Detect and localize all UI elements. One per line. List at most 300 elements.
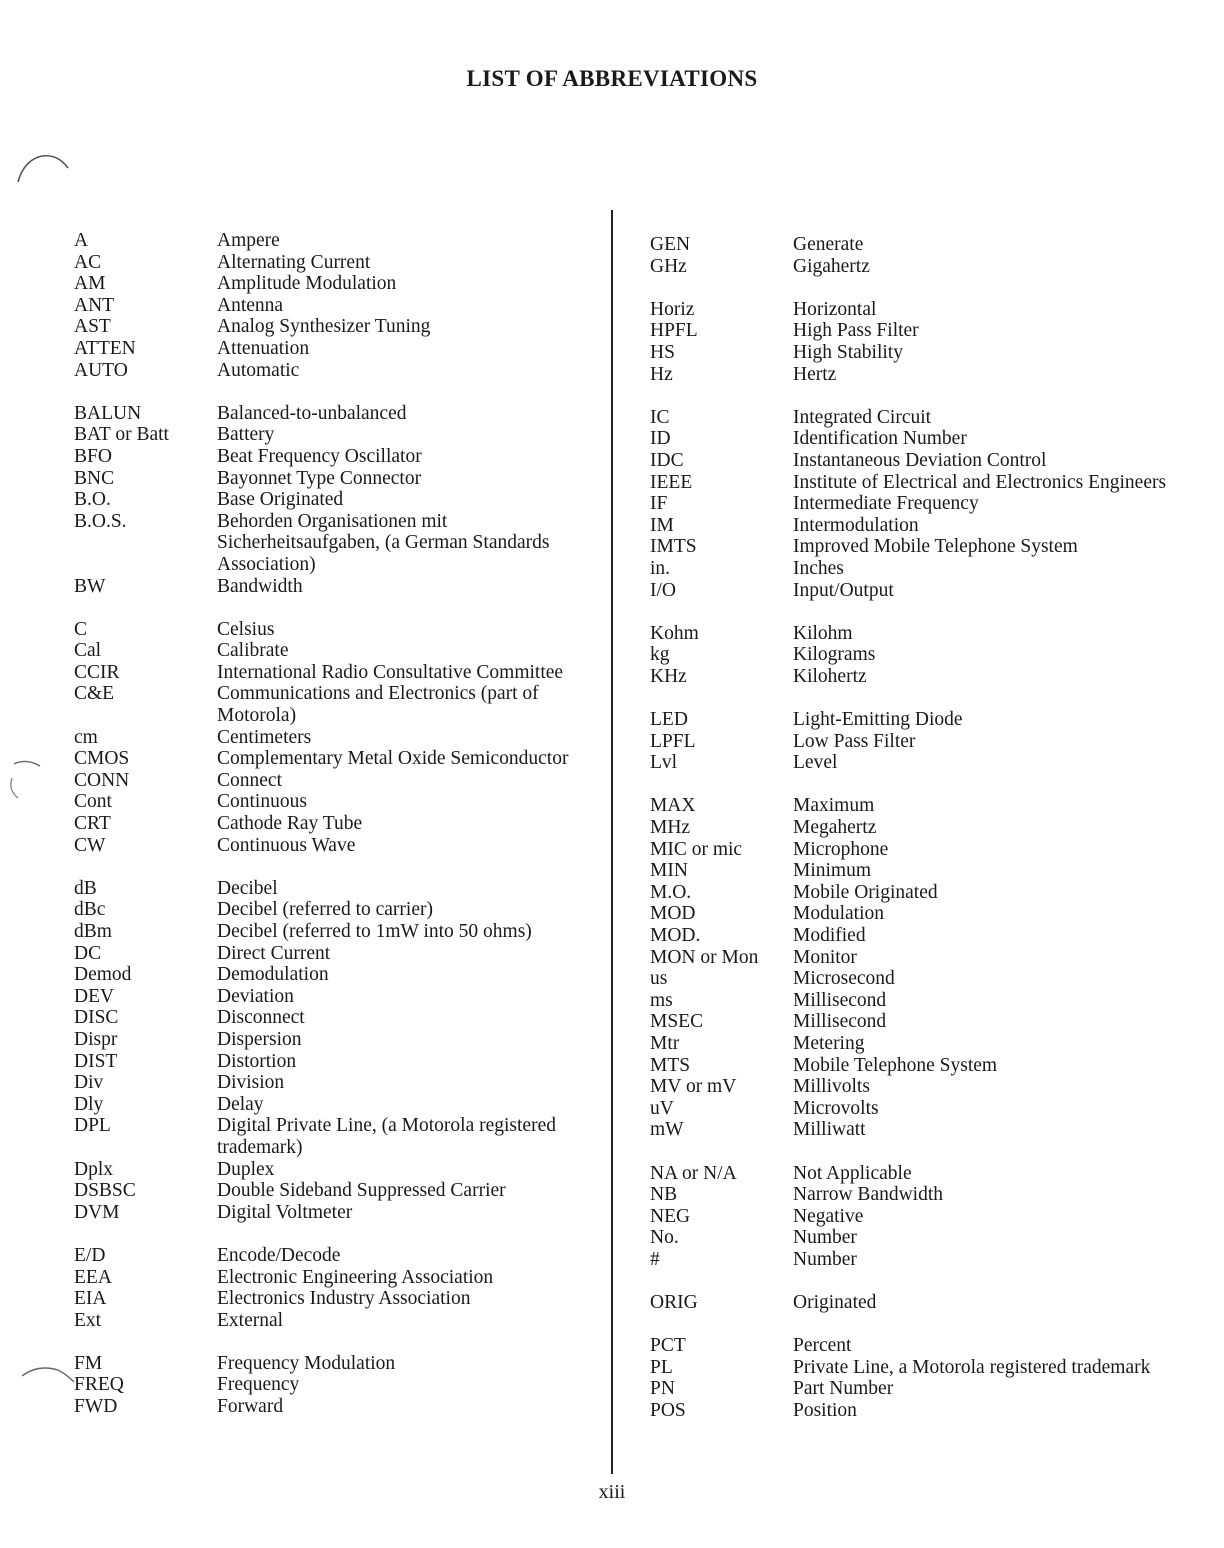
abbreviation-entry bbox=[650, 1119, 1170, 1141]
abbreviation-entry bbox=[650, 644, 1170, 666]
definition: Maximum bbox=[793, 795, 875, 817]
abbreviation: HS bbox=[650, 341, 675, 363]
abbreviation-entry bbox=[74, 1310, 584, 1332]
abbreviation: DSBSC bbox=[74, 1180, 136, 1202]
abbreviation: Kohm bbox=[650, 622, 699, 644]
abbreviation: MON or Mon bbox=[650, 946, 759, 968]
abbreviation-entry bbox=[650, 558, 1170, 580]
definition: Light-Emitting Diode bbox=[793, 709, 963, 731]
definition: Decibel (referred to carrier) bbox=[217, 899, 433, 921]
scan-mark-top bbox=[14, 148, 74, 188]
abbreviation-entry bbox=[650, 1249, 1170, 1271]
definition: Negative bbox=[793, 1205, 864, 1227]
abbreviation-entry bbox=[74, 230, 584, 252]
abbreviation-entry bbox=[650, 990, 1170, 1012]
abbreviation-entry bbox=[650, 299, 1170, 321]
abbreviation-entry bbox=[74, 727, 584, 749]
definition: Private Line, a Motorola registered trademark bbox=[793, 1356, 1151, 1378]
abbreviation: FM bbox=[74, 1352, 103, 1374]
definition: Improved Mobile Telephone System bbox=[793, 536, 1078, 558]
abbreviation: HPFL bbox=[650, 320, 698, 342]
abbreviation-entry bbox=[74, 921, 584, 943]
definition: Alternating Current bbox=[217, 251, 371, 273]
abbreviation: Hz bbox=[650, 363, 673, 385]
abbreviation: DVM bbox=[74, 1201, 120, 1223]
abbreviation-entry bbox=[650, 1098, 1170, 1120]
abbreviation: IDC bbox=[650, 449, 684, 471]
abbreviation-entry bbox=[74, 1159, 584, 1181]
abbreviation: IC bbox=[650, 406, 670, 428]
definition: Generate bbox=[793, 234, 864, 255]
abbreviation-entry bbox=[650, 968, 1170, 990]
abbreviation-entry bbox=[74, 1029, 584, 1051]
definition: Balanced-to-unbalanced bbox=[217, 402, 407, 424]
abbreviation-entry bbox=[650, 234, 1170, 256]
definition: Modulation bbox=[793, 903, 884, 925]
abbreviation-entry bbox=[650, 795, 1170, 817]
abbreviation-entry bbox=[650, 903, 1170, 925]
abbreviation: No. bbox=[650, 1227, 679, 1249]
abbreviation: CRT bbox=[74, 813, 111, 835]
abbreviation: ORIG bbox=[650, 1292, 698, 1314]
definition: Electronic Engineering Association bbox=[217, 1266, 494, 1288]
abbreviation-entry bbox=[650, 1400, 1170, 1422]
abbreviation: dB bbox=[74, 877, 97, 899]
abbreviation-entry bbox=[74, 640, 584, 662]
abbreviation-entry bbox=[650, 1163, 1170, 1185]
abbreviation: IEEE bbox=[650, 471, 693, 493]
definition: Monitor bbox=[793, 946, 857, 968]
abbreviation-entry bbox=[74, 1288, 584, 1310]
abbreviation: Div bbox=[74, 1072, 104, 1094]
abbreviation: MOD bbox=[650, 903, 696, 925]
abbreviation-entry bbox=[650, 1206, 1170, 1228]
definition: Delay bbox=[217, 1093, 264, 1115]
abbreviation-entry bbox=[74, 1202, 584, 1224]
abbreviation: AUTO bbox=[74, 359, 128, 381]
abbreviation-entry bbox=[74, 446, 584, 468]
abbreviation-entry bbox=[74, 1267, 584, 1289]
definition: Continuous bbox=[217, 791, 307, 813]
abbreviation-entry bbox=[74, 273, 584, 295]
abbreviation-entry bbox=[650, 536, 1170, 558]
abbreviation: uV bbox=[650, 1097, 674, 1119]
abbreviation-entry bbox=[650, 709, 1170, 731]
definition: Millivolts bbox=[793, 1076, 870, 1098]
abbreviation: LED bbox=[650, 709, 688, 731]
abbreviation: PL bbox=[650, 1356, 673, 1378]
abbreviation: kg bbox=[650, 644, 670, 666]
abbreviation: AST bbox=[74, 316, 111, 338]
definition: Narrow Bandwidth bbox=[793, 1184, 944, 1206]
definition: Percent bbox=[793, 1335, 852, 1357]
abbreviation: dBc bbox=[74, 899, 106, 921]
abbreviation: dBm bbox=[74, 921, 112, 942]
definition: Calibrate bbox=[217, 640, 289, 662]
abbreviation-entry bbox=[74, 424, 584, 446]
page-title: LIST OF ABBREVIATIONS bbox=[466, 66, 758, 91]
definition: Hertz bbox=[793, 363, 837, 385]
definition: Microsecond bbox=[793, 968, 895, 990]
abbreviation: MIN bbox=[650, 860, 688, 882]
abbreviation-entry bbox=[650, 342, 1170, 364]
abbreviation-entry bbox=[650, 839, 1170, 861]
abbreviation: CCIR bbox=[74, 661, 120, 683]
definition: Gigahertz bbox=[793, 255, 870, 277]
abbreviation-entry bbox=[650, 817, 1170, 839]
abbreviation: DC bbox=[74, 942, 102, 964]
abbreviation: MSEC bbox=[650, 1011, 704, 1033]
definition: Integrated Circuit bbox=[793, 406, 932, 428]
abbreviation-entry bbox=[74, 813, 584, 835]
abbreviation: CMOS bbox=[74, 748, 130, 770]
abbreviation-entry bbox=[650, 515, 1170, 537]
definition: High Stability bbox=[793, 341, 903, 363]
definition: Beat Frequency Oscillator bbox=[217, 445, 422, 467]
definition: Originated bbox=[793, 1292, 877, 1314]
definition: Continuous Wave bbox=[217, 834, 356, 856]
abbreviation-entry bbox=[74, 1374, 584, 1396]
abbreviation-entry bbox=[74, 360, 584, 382]
abbreviation: B.O. bbox=[74, 489, 111, 511]
abbreviation-entry bbox=[650, 731, 1170, 753]
abbreviation: ID bbox=[650, 428, 671, 450]
definition: Identification Number bbox=[793, 428, 967, 450]
definition: High Pass Filter bbox=[793, 320, 919, 342]
abbreviation: DPL bbox=[74, 1115, 111, 1137]
abbreviation-entry bbox=[74, 662, 584, 684]
definition: Level bbox=[793, 752, 838, 774]
abbreviation: BFO bbox=[74, 445, 112, 467]
section-spacer bbox=[650, 385, 1170, 407]
abbreviation: MOD. bbox=[650, 925, 701, 946]
page-number: xiii bbox=[598, 1481, 626, 1503]
definition: Electronics Industry Association bbox=[217, 1288, 471, 1310]
abbreviation: NB bbox=[650, 1184, 678, 1206]
definition: Decibel (referred to 1mW into 50 ohms) bbox=[217, 921, 532, 942]
definition: Institute of Electrical and Electronics Engineers bbox=[793, 471, 1167, 493]
abbreviation-entry bbox=[650, 256, 1170, 278]
abbreviation-entry bbox=[650, 1011, 1170, 1033]
abbreviation-entry bbox=[74, 576, 584, 598]
abbreviation-entry bbox=[74, 791, 584, 813]
abbreviation: EEA bbox=[74, 1266, 112, 1288]
abbreviation-entry bbox=[74, 1094, 584, 1116]
definition: Bayonnet Type Connector bbox=[217, 467, 422, 489]
section-spacer bbox=[650, 277, 1170, 299]
abbreviation-entry bbox=[650, 1292, 1170, 1314]
definition: Deviation bbox=[217, 985, 294, 1007]
abbreviation: NA or N/A bbox=[650, 1162, 737, 1184]
abbreviation: CONN bbox=[74, 769, 130, 791]
abbreviation: ms bbox=[650, 989, 673, 1011]
definition: Centimeters bbox=[217, 726, 312, 748]
abbreviation: GEN bbox=[650, 234, 691, 255]
definition: Microphone bbox=[793, 838, 889, 860]
definition: Duplex bbox=[217, 1158, 275, 1180]
definition: Megahertz bbox=[793, 817, 877, 839]
abbreviation-entry bbox=[650, 1184, 1170, 1206]
definition: Number bbox=[793, 1248, 857, 1270]
definition: Antenna bbox=[217, 294, 284, 316]
section-spacer bbox=[74, 1331, 584, 1353]
abbreviation-entry bbox=[74, 1353, 584, 1375]
abbreviation: BALUN bbox=[74, 402, 142, 424]
abbreviation: in. bbox=[650, 557, 671, 579]
abbreviation: MHz bbox=[650, 817, 691, 839]
abbreviation: mW bbox=[650, 1119, 684, 1141]
definition: Digital Private Line, (a Motorola registered trademark) bbox=[217, 1115, 556, 1158]
abbreviation: MAX bbox=[650, 795, 696, 817]
abbreviation: B.O.S. bbox=[74, 510, 127, 532]
definition: Amplitude Modulation bbox=[217, 273, 397, 295]
definition: Distortion bbox=[217, 1050, 297, 1072]
right-column bbox=[650, 234, 1170, 1422]
abbreviation-entry bbox=[650, 882, 1170, 904]
abbreviation: ATTEN bbox=[74, 337, 136, 359]
abbreviation-entry bbox=[650, 472, 1170, 494]
abbreviation: IM bbox=[650, 514, 674, 536]
abbreviation-entry bbox=[650, 428, 1170, 450]
definition: Mobile Telephone System bbox=[793, 1054, 998, 1076]
definition: External bbox=[217, 1309, 284, 1331]
definition: Attenuation bbox=[217, 337, 310, 359]
abbreviation: Horiz bbox=[650, 298, 695, 320]
definition: Not Applicable bbox=[793, 1162, 912, 1184]
definition: Horizontal bbox=[793, 298, 877, 320]
abbreviation: BW bbox=[74, 575, 106, 597]
abbreviation-entry bbox=[650, 1055, 1170, 1077]
abbreviation: FREQ bbox=[74, 1374, 124, 1396]
abbreviation: Cal bbox=[74, 640, 102, 662]
definition: Complementary Metal Oxide Semiconductor bbox=[217, 748, 569, 770]
definition: Division bbox=[217, 1072, 285, 1094]
definition: Automatic bbox=[217, 359, 300, 381]
abbreviation: Mtr bbox=[650, 1032, 680, 1054]
definition: Kilohertz bbox=[793, 665, 867, 687]
definition: Inches bbox=[793, 557, 844, 579]
abbreviation-entry bbox=[74, 986, 584, 1008]
scan-mark-middle bbox=[4, 756, 64, 806]
abbreviation-entry bbox=[74, 1245, 584, 1267]
definition: Battery bbox=[217, 424, 275, 446]
abbreviation-entry bbox=[74, 1115, 584, 1158]
abbreviation-entry bbox=[650, 493, 1170, 515]
abbreviation-entry bbox=[74, 489, 584, 511]
abbreviation-entry bbox=[74, 619, 584, 641]
abbreviation-entry bbox=[74, 770, 584, 792]
definition: Metering bbox=[793, 1032, 865, 1054]
abbreviation: I/O bbox=[650, 579, 676, 601]
abbreviation: Lvl bbox=[650, 752, 678, 774]
abbreviation-entry bbox=[650, 666, 1170, 688]
definition: Behorden Organisationen mit Sicherheitsaufgaben, (a German Standards Association) bbox=[217, 510, 550, 575]
abbreviation-entry bbox=[650, 1378, 1170, 1400]
abbreviation-entry bbox=[650, 860, 1170, 882]
abbreviation-entry bbox=[650, 925, 1170, 947]
abbreviation: M.O. bbox=[650, 881, 692, 903]
abbreviation: DIST bbox=[74, 1050, 118, 1072]
column-divider bbox=[611, 210, 613, 1474]
definition: Decibel bbox=[217, 877, 278, 899]
abbreviation: DISC bbox=[74, 1007, 119, 1029]
abbreviation-entry bbox=[650, 1076, 1170, 1098]
definition: Microvolts bbox=[793, 1097, 879, 1119]
section-spacer bbox=[650, 1271, 1170, 1293]
abbreviation-entry bbox=[74, 1396, 584, 1418]
definition: Forward bbox=[217, 1396, 284, 1418]
abbreviation-entry bbox=[74, 295, 584, 317]
definition: Input/Output bbox=[793, 579, 894, 601]
abbreviation: GHz bbox=[650, 255, 687, 277]
abbreviation: Ext bbox=[74, 1309, 102, 1331]
abbreviation-entry bbox=[74, 511, 584, 576]
abbreviation-entry bbox=[74, 899, 584, 921]
abbreviation: FWD bbox=[74, 1396, 118, 1418]
definition: Number bbox=[793, 1227, 857, 1249]
abbreviation: Dplx bbox=[74, 1158, 113, 1180]
definition: Instantaneous Deviation Control bbox=[793, 449, 1047, 471]
abbreviation: PN bbox=[650, 1378, 675, 1400]
abbreviation: IF bbox=[650, 493, 668, 515]
abbreviation-entry bbox=[74, 835, 584, 857]
abbreviation-entry bbox=[650, 364, 1170, 386]
section-spacer bbox=[74, 856, 584, 878]
section-spacer bbox=[650, 1141, 1170, 1163]
abbreviation: AC bbox=[74, 251, 102, 273]
abbreviation: cm bbox=[74, 726, 98, 748]
definition: Mobile Originated bbox=[793, 881, 938, 903]
abbreviation: MV or mV bbox=[650, 1076, 737, 1098]
definition: Dispersion bbox=[217, 1028, 302, 1050]
definition: Disconnect bbox=[217, 1007, 305, 1029]
section-spacer bbox=[650, 1314, 1170, 1336]
abbreviation: E/D bbox=[74, 1244, 106, 1266]
definition: Intermodulation bbox=[793, 514, 919, 536]
definition: Digital Voltmeter bbox=[217, 1201, 353, 1223]
abbreviation: BNC bbox=[74, 467, 115, 489]
section-spacer bbox=[74, 381, 584, 403]
abbreviation-entry bbox=[74, 338, 584, 360]
abbreviation-entry bbox=[650, 320, 1170, 342]
abbreviation-entry bbox=[74, 878, 584, 900]
abbreviation-entry bbox=[650, 623, 1170, 645]
abbreviation: AM bbox=[74, 273, 106, 295]
abbreviation-entry bbox=[74, 468, 584, 490]
abbreviation: ANT bbox=[74, 294, 115, 316]
definition: Millisecond bbox=[793, 1011, 887, 1033]
left-column bbox=[74, 230, 584, 1418]
section-spacer bbox=[650, 774, 1170, 796]
abbreviation: MTS bbox=[650, 1054, 691, 1076]
definition: Position bbox=[793, 1400, 857, 1422]
definition: Frequency bbox=[217, 1374, 300, 1396]
definition: Kilograms bbox=[793, 644, 876, 666]
abbreviation-entry bbox=[74, 316, 584, 338]
abbreviation: BAT or Batt bbox=[74, 424, 169, 446]
abbreviation-entry bbox=[650, 1335, 1170, 1357]
abbreviation: C&E bbox=[74, 683, 115, 705]
section-spacer bbox=[74, 1223, 584, 1245]
abbreviation-entry bbox=[74, 1007, 584, 1029]
definition: Communications and Electronics (part of Motorola) bbox=[217, 683, 539, 727]
definition: Millisecond bbox=[793, 989, 887, 1011]
abbreviation: EIA bbox=[74, 1288, 107, 1310]
abbreviation-entry bbox=[650, 1357, 1170, 1379]
abbreviation-entry bbox=[650, 407, 1170, 429]
definition: Celsius bbox=[217, 618, 275, 640]
abbreviation-entry bbox=[74, 1180, 584, 1202]
definition: Demodulation bbox=[217, 964, 329, 986]
abbreviation-entry bbox=[650, 1033, 1170, 1055]
abbreviation: Demod bbox=[74, 964, 132, 986]
abbreviation: A bbox=[74, 230, 89, 251]
definition: Low Pass Filter bbox=[793, 730, 916, 752]
abbreviation: KHz bbox=[650, 665, 687, 687]
definition: Modified bbox=[793, 925, 866, 946]
abbreviation: Dispr bbox=[74, 1028, 118, 1050]
definition: Kilohm bbox=[793, 622, 853, 644]
abbreviation-entry bbox=[650, 752, 1170, 774]
definition: Ampere bbox=[217, 230, 280, 251]
definition: Double Sideband Suppressed Carrier bbox=[217, 1180, 506, 1202]
abbreviation-entry bbox=[650, 580, 1170, 602]
abbreviation: Cont bbox=[74, 791, 112, 813]
definition: International Radio Consultative Committee bbox=[217, 661, 564, 683]
definition: Connect bbox=[217, 769, 282, 791]
abbreviation-entry bbox=[74, 943, 584, 965]
section-spacer bbox=[650, 601, 1170, 623]
abbreviation: MIC or mic bbox=[650, 838, 743, 860]
abbreviation: C bbox=[74, 618, 88, 640]
section-spacer bbox=[650, 687, 1170, 709]
abbreviation-entry bbox=[650, 947, 1170, 969]
abbreviation: Dly bbox=[74, 1093, 104, 1115]
definition: Intermediate Frequency bbox=[793, 493, 979, 515]
abbreviation: IMTS bbox=[650, 536, 697, 558]
definition: Analog Synthesizer Tuning bbox=[217, 316, 431, 338]
abbreviation: us bbox=[650, 968, 668, 990]
abbreviation: PCT bbox=[650, 1335, 686, 1357]
definition: Direct Current bbox=[217, 942, 331, 964]
abbreviation-entry bbox=[74, 252, 584, 274]
abbreviation: DEV bbox=[74, 985, 115, 1007]
abbreviation: # bbox=[650, 1248, 660, 1270]
abbreviation-entry bbox=[74, 748, 584, 770]
abbreviation-entry bbox=[74, 1051, 584, 1073]
definition: Bandwidth bbox=[217, 575, 303, 597]
section-spacer bbox=[74, 597, 584, 619]
abbreviation-entry bbox=[74, 964, 584, 986]
definition: Frequency Modulation bbox=[217, 1352, 396, 1374]
definition: Minimum bbox=[793, 860, 872, 882]
abbreviation-entry bbox=[74, 403, 584, 425]
abbreviation: NEG bbox=[650, 1205, 691, 1227]
abbreviation: POS bbox=[650, 1400, 686, 1422]
definition: Part Number bbox=[793, 1378, 894, 1400]
scan-mark-bottom bbox=[18, 1362, 78, 1392]
abbreviation-entry bbox=[74, 683, 584, 726]
definition: Milliwatt bbox=[793, 1119, 866, 1141]
abbreviation-entry bbox=[650, 1227, 1170, 1249]
definition: Encode/Decode bbox=[217, 1244, 341, 1266]
abbreviation-entry bbox=[650, 450, 1170, 472]
abbreviation: LPFL bbox=[650, 730, 696, 752]
definition: Base Originated bbox=[217, 489, 344, 511]
abbreviation-entry bbox=[74, 1072, 584, 1094]
abbreviation: CW bbox=[74, 834, 106, 856]
definition: Cathode Ray Tube bbox=[217, 813, 363, 835]
